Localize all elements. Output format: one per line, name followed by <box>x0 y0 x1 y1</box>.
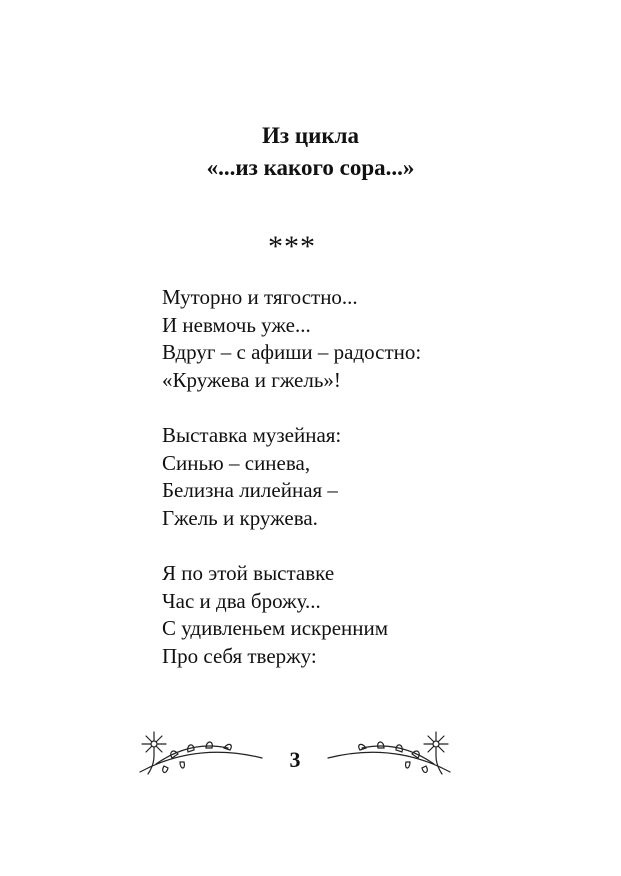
poem-line: Синью – синева, <box>162 450 311 475</box>
poem-line: Гжель и кружева. <box>162 505 318 530</box>
page-footer <box>130 724 460 784</box>
floral-branch-icon <box>324 724 454 780</box>
cycle-subtitle: «...из какого сора...» <box>206 155 415 180</box>
poem-line: Час и два брожу... <box>162 588 321 613</box>
floral-branch-icon <box>136 724 266 780</box>
cycle-title: Из цикла <box>261 123 360 148</box>
poem-line: Вдруг – с афиши – радостно: <box>162 340 422 364</box>
poem-line: Муторно и тягостно... <box>162 285 358 309</box>
poem-line: Я по этой выставке <box>162 561 335 585</box>
poem-line: И невмочь уже... <box>162 312 311 337</box>
stanza-2 <box>162 422 341 532</box>
poem-line: «Кружева и гжель»! <box>162 367 341 392</box>
poem-line: С удивленьем искренним <box>162 616 389 640</box>
stanza-3 <box>162 560 388 670</box>
poem-line: Выставка музейная: <box>162 423 342 447</box>
page-number: 3 <box>289 747 301 772</box>
poem-line: Белизна лилейная – <box>162 478 338 502</box>
section-asterisks: *** <box>268 230 316 263</box>
poem-line: Про себя твержу: <box>162 643 317 668</box>
stanza-1 <box>162 284 421 394</box>
